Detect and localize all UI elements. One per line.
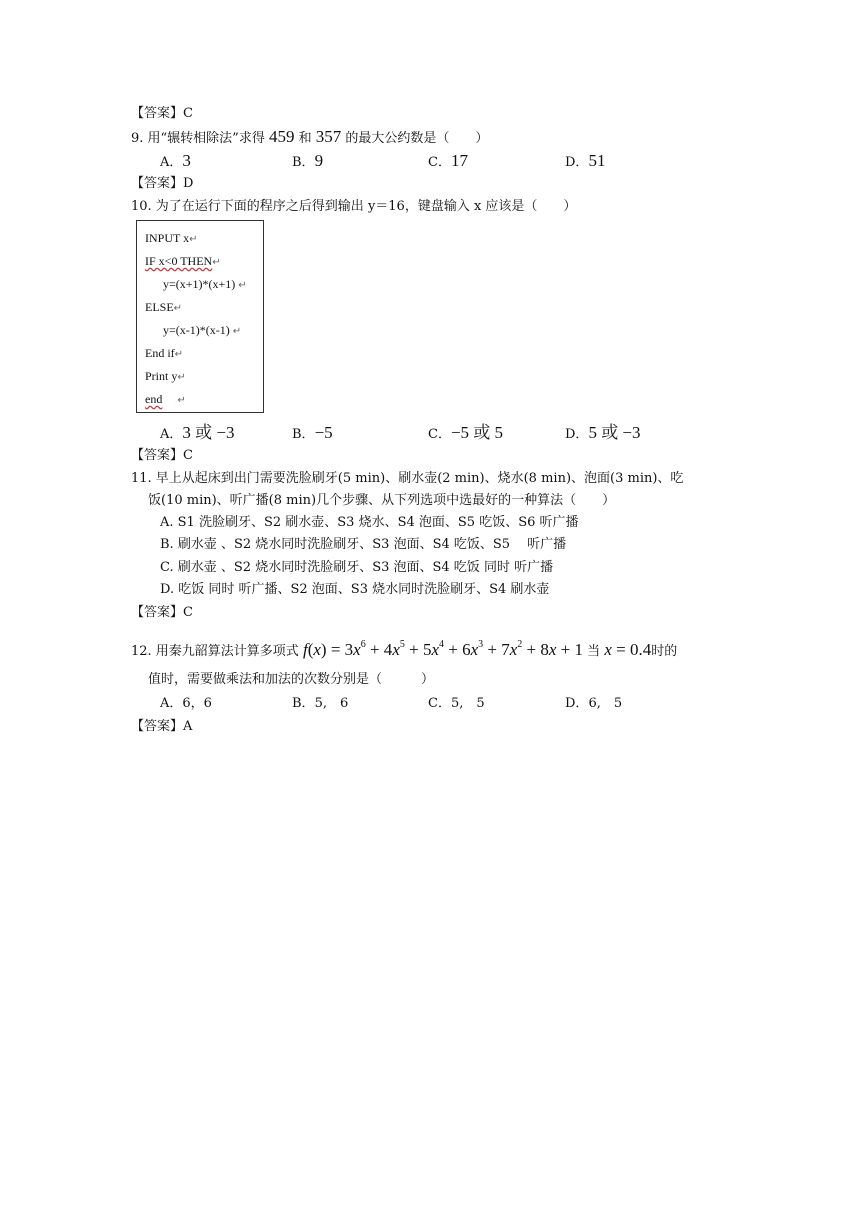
- option-d: D．5 或 −3: [565, 423, 641, 442]
- code-line-2: IF x<0 THEN↵: [145, 254, 221, 268]
- option-d: D．51: [565, 151, 606, 170]
- option-b: B．−5: [292, 423, 333, 442]
- question-9-stem: [131, 128, 488, 148]
- answer-q8: 【答案】C: [131, 106, 193, 121]
- question-11-stem-line-2: 饭(10 min)、听广播(8 min)几个步骤、从下列选项中选最好的一种算法（ ）: [148, 493, 616, 508]
- question-9-stem-b: 和: [298, 131, 312, 146]
- answer-q9: 【答案】D: [131, 176, 194, 191]
- answer-q12: 【答案】A: [131, 719, 193, 734]
- question-9-number-2: 357: [315, 127, 342, 146]
- x-value-formula: x = 0.4: [604, 640, 652, 659]
- option-c: C．−5 或 5: [428, 423, 504, 442]
- code-line-7: Print y↵: [145, 369, 186, 383]
- option-a: A．3: [160, 151, 191, 170]
- option-b: B．5, 6: [292, 696, 349, 711]
- question-11-option-a: A. S1 洗脸刷牙、S2 刷水壶、S3 烧水、S4 泡面、S5 吃饭、S6 听广播: [160, 515, 579, 530]
- option-c: C．5, 5: [428, 696, 485, 711]
- option-a: A．6，6: [160, 696, 212, 711]
- polynomial-formula: $f(x) = 3x^6 + 4x^5 + 5x^4 + 6x^3 + 7x^2 + 8x + 1$: [302, 639, 584, 659]
- question-12-stem: [131, 636, 677, 661]
- option-b: B．9: [292, 151, 324, 170]
- code-line-5: y=(x-1)*(x-1) ↵: [163, 323, 242, 337]
- code-line-8: end ↵: [145, 392, 186, 406]
- question-10-stem: 10. 为了在运行下面的程序之后得到输出 y＝16，键盘输入 x 应该是（ ）: [131, 199, 577, 214]
- option-a: A．3 或 −3: [160, 423, 235, 442]
- option-c: C．17: [428, 151, 468, 170]
- option-d: D．6, 5: [565, 696, 623, 711]
- question-9-number-1: 459: [268, 127, 295, 146]
- question-11-option-c: C. 刷水壶 、S2 烧水同时洗脸刷牙、S3 泡面、S4 吃饭 同时 听广播: [160, 560, 554, 575]
- code-line-1: INPUT x↵: [145, 231, 198, 245]
- code-line-6: End if↵: [145, 346, 184, 360]
- program-code-box: [136, 220, 264, 413]
- question-11-option-b: B. 刷水壶 、S2 烧水同时洗脸刷牙、S3 泡面、S4 吃饭、S5 听广播: [160, 537, 567, 552]
- answer-q10: 【答案】C: [131, 448, 193, 463]
- answer-q11: 【答案】C: [131, 605, 193, 620]
- question-9-stem-a: 9. 用“辗转相除法”求得: [131, 131, 265, 146]
- code-line-4: ELSE↵: [145, 300, 183, 314]
- code-line-3: y=(x+1)*(x+1) ↵: [163, 277, 247, 291]
- question-12-stem-a: 12. 用秦九韶算法计算多项式: [131, 644, 299, 659]
- question-9-stem-c: 的最大公约数是（ ）: [345, 131, 489, 146]
- question-12-stem-c: 时的: [651, 644, 678, 659]
- question-12-stem-b: 当: [587, 644, 601, 659]
- question-11-stem-line-1: 11. 早上从起床到出门需要洗脸刷牙(5 min)、刷水壶(2 min)、烧水(8 min)、泡面(3 min)、吃: [131, 471, 684, 486]
- question-12-stem-line-2: 值时，需要做乘法和加法的次数分别是（ ）: [148, 672, 435, 687]
- question-11-option-d: D. 吃饭 同时 听广播、S2 泡面、S3 烧水同时洗脸刷牙、S4 刷水壶: [160, 582, 550, 597]
